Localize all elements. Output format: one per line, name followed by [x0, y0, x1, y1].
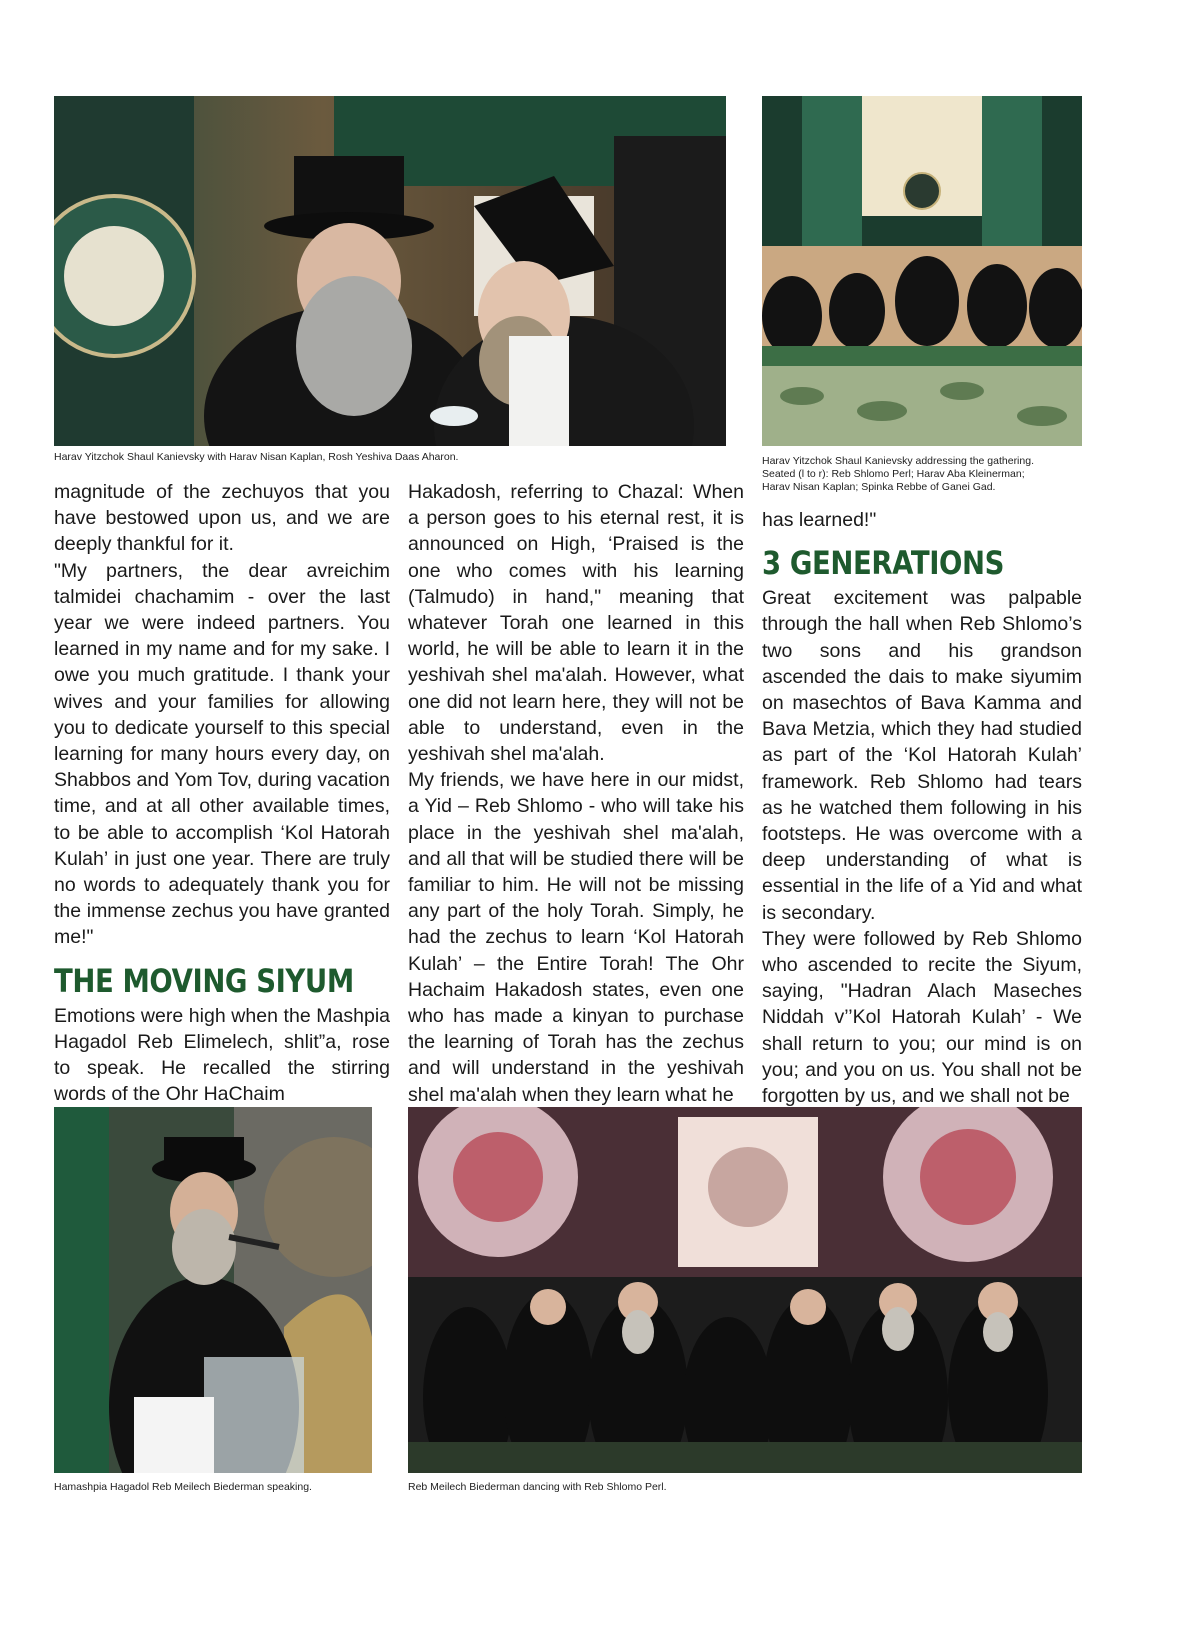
photo-dais-gathering [762, 96, 1082, 446]
photo2-caption-line1: Harav Yitzchok Shaul Kanievsky addressing the gathering. [762, 455, 1034, 467]
photo1-caption: Harav Yitzchok Shaul Kanievsky with Harav Nisan Kaplan, Rosh Yeshiva Daas Aharon. [54, 451, 459, 463]
photo4-caption: Reb Meilech Biederman dancing with Reb Shlomo Perl. [408, 1481, 667, 1493]
photo2-caption [762, 455, 1092, 494]
photo3-caption: Hamashpia Hagadol Reb Meilech Biederman speaking. [54, 1481, 312, 1493]
col3-paragraph-3: They were followed by Reb Shlomo who ascended to recite the Siyum, saying, "Hadran Alach Maseches Niddah v’’Kol Hatorah Kulah’ - We shall return to you; our mind is on you; and you on us. You shall not be forgotten by us, and we shall not be [762, 927, 1082, 1108]
col3-paragraph-2: Great excitement was palpable through the hall when Reb Shlomo’s two sons and his grandson ascended the dais to make siyumim on masechtos of Bava Kamma and Bava Metzia, which they had studied as part of the ‘Kol Hatorah Kulah’ framework. Reb Shlomo had tears as he watched them following in his footsteps. He was overcome with a deep understanding of what is essential in the life of a Yid and what is secondary. [762, 587, 1082, 924]
col1-paragraph-2: "My partners, the dear avreichim talmidei chachamim - over the last year we were indeed partners. You learned in my name and for my sake. I owe you much gratitude. I thank your wives and your families for allowing you to dedicate yourself to this special learning for many hours every day, on Shabbos and Yom Tov, during vacation time, and at all other available times, to be able to accomplish ‘Kol Hatorah Kulah’ in just one year. There are truly no words to adequately thank you for the immense zechus you have granted me!" [54, 559, 390, 949]
col1-paragraph-1: magnitude of the zechuyos that you have bestowed upon us, and we are deeply thankful for it. [54, 481, 390, 556]
photo2-caption-line3: Harav Nisan Kaplan; Spinka Rebbe of Ganei Gad. [762, 481, 996, 493]
photo-rabbis-conversing [54, 96, 726, 446]
photo-dancing-crowd [408, 1107, 1082, 1473]
col2-paragraph-2: My friends, we have here in our midst, a Yid – Reb Shlomo - who will take his place in the yeshivah shel ma'alah, and all that will be studied there will be familiar to him. He will not be missing any part of the holy Torah. Simply, he had the zechus to learn ‘Kol Hatorah Kulah’ – the Entire Torah! The Ohr Hachaim Hakadosh states, even one who has made a kinyan to purchase the learning of Torah has the zechus and will understand in the yeshivah shel ma'alah when they learn what he [408, 769, 744, 1106]
heading-moving-siyum: THE MOVING SIYUM [54, 961, 354, 1000]
article-column-3 [762, 507, 1082, 1109]
article-column-1 [54, 479, 390, 1107]
col2-paragraph-1: Hakadosh, referring to Chazal: When a person goes to his eternal rest, it is announced on High, ‘Praised is the one who comes with his learning (Talmudo) in hand," meaning that whatever Torah one learned in this world, he will be able to learn it in the yeshivah shel ma'alah. However, what one did not learn here, they will not be able to understand, even in the yeshivah shel ma'alah. [408, 481, 744, 766]
col3-paragraph-1: has learned!" [762, 509, 877, 531]
heading-3-generations: 3 GENERATIONS [762, 544, 1004, 583]
col1-paragraph-3: Emotions were high when the Mashpia Hagadol Reb Elimelech, shlit”a, rose to speak. He recalled the stirring words of the Ohr HaChaim [54, 1004, 390, 1106]
photo-speaker-podium [54, 1107, 372, 1473]
article-column-2 [408, 479, 744, 1108]
photo2-caption-line2: Seated (l to r): Reb Shlomo Perl; Harav Aba Kleinerman; [762, 468, 1025, 480]
